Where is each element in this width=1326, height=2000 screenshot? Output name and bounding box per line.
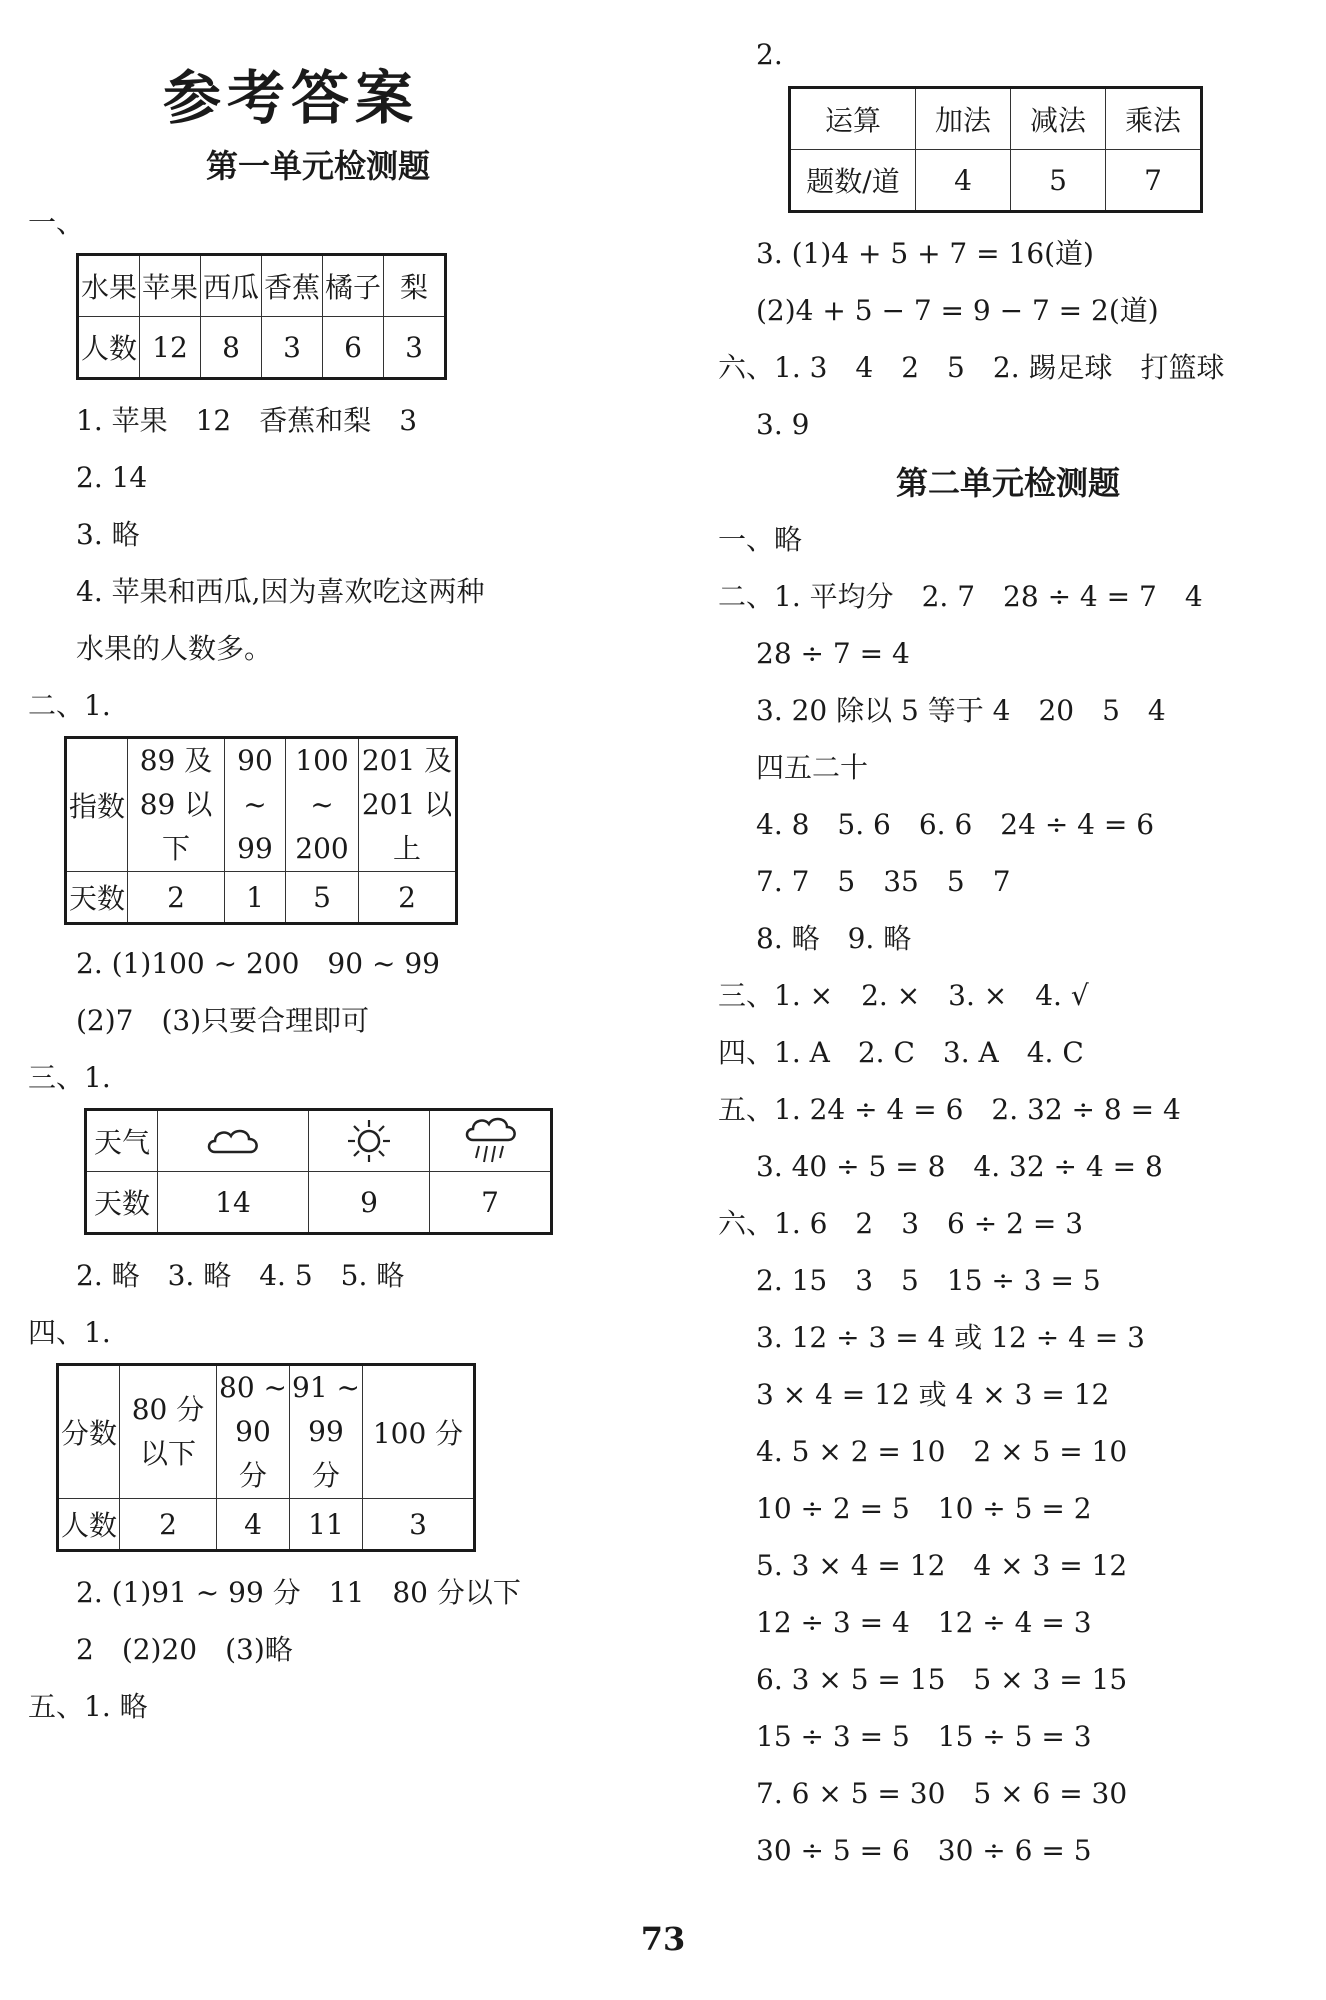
weather-table (84, 1108, 553, 1235)
table-cell: 100 ~ 200 (286, 738, 359, 872)
table-cell: 2 (128, 872, 225, 924)
table-cell: 5 (1011, 150, 1106, 212)
unit2-title: 第二单元检测题 (895, 464, 1120, 502)
answer-line: (2)7 (3)只要合理即可 (76, 1004, 370, 1037)
answer-line: 六、1. 3 4 2 5 2. 踢足球 打篮球 (718, 351, 1225, 384)
answer-line: 15 ÷ 3 = 5 15 ÷ 5 = 3 (756, 1720, 1092, 1753)
table-cell: 香蕉 (262, 255, 323, 317)
table-cell: 7 (1106, 150, 1202, 212)
table-cell: 2 (120, 1499, 217, 1551)
table-cell: 5 (286, 872, 359, 924)
table-cell: 89 及 89 以下 (128, 738, 225, 872)
table-cell: 80 分 以下 (120, 1365, 217, 1499)
table-cell: 1 (225, 872, 286, 924)
left-column (28, 30, 668, 1735)
table-cell: 3 (262, 317, 323, 379)
answer-line: 3. 略 (76, 518, 140, 551)
table-cell: 乘法 (1106, 88, 1202, 150)
answer-line: 10 ÷ 2 = 5 10 ÷ 5 = 2 (756, 1492, 1092, 1525)
table-cell: 分数 (58, 1365, 120, 1499)
operation-table (788, 86, 1203, 213)
score-table (56, 1363, 476, 1552)
answer-line: 3 × 4 = 12 或 4 × 3 = 12 (756, 1378, 1110, 1411)
answer-line: 2. 14 (76, 461, 148, 494)
answer-line: 2. (1)91 ~ 99 分 11 80 分以下 (76, 1576, 521, 1609)
table-cell: 4 (217, 1499, 290, 1551)
table-cell: 人数 (58, 1499, 120, 1551)
table-cell: 减法 (1011, 88, 1106, 150)
answer-line: 水果的人数多。 (76, 632, 273, 665)
section-label: 四、1. (28, 1316, 111, 1349)
rain-icon (430, 1110, 552, 1172)
table-cell: 天数 (86, 1172, 158, 1234)
answer-line: 7. 6 × 5 = 30 5 × 6 = 30 (756, 1777, 1128, 1810)
table-cell: 7 (430, 1172, 552, 1234)
table-cell: 运算 (790, 88, 916, 150)
answer-line: 三、1. × 2. × 3. × 4. √ (718, 979, 1089, 1012)
section-label: 一、 (28, 206, 85, 239)
answer-line: 二、1. 平均分 2. 7 28 ÷ 4 = 7 4 (718, 580, 1203, 613)
table-cell: 12 (140, 317, 201, 379)
answer-line: 6. 3 × 5 = 15 5 × 3 = 15 (756, 1663, 1128, 1696)
answer-line: 2 (2)20 (3)略 (76, 1633, 293, 1666)
cloud-icon (158, 1110, 309, 1172)
unit1-title: 第一单元检测题 (205, 147, 430, 185)
table-cell: 100 分 (363, 1365, 475, 1499)
section-label: 二、1. (28, 689, 111, 722)
answer-line: 五、1. 24 ÷ 4 = 6 2. 32 ÷ 8 = 4 (718, 1093, 1181, 1126)
index-table (64, 736, 458, 925)
answer-line: 7. 7 5 35 5 7 (756, 865, 1011, 898)
table-cell: 加法 (916, 88, 1011, 150)
table-cell: 天气 (86, 1110, 158, 1172)
table-cell: 6 (323, 317, 384, 379)
answer-line: 3. 40 ÷ 5 = 8 4. 32 ÷ 4 = 8 (756, 1150, 1163, 1183)
table-cell: 90 ~ 99 (225, 738, 286, 872)
table-cell: 橘子 (323, 255, 384, 317)
table-cell: 指数 (66, 738, 128, 872)
answer-line: 六、1. 6 2 3 6 ÷ 2 = 3 (718, 1207, 1084, 1240)
table-cell: 9 (309, 1172, 430, 1234)
answer-line: 一、略 (718, 523, 803, 556)
table-cell: 201 及 201 以上 (359, 738, 457, 872)
answer-line: 3. 12 ÷ 3 = 4 或 12 ÷ 4 = 3 (756, 1321, 1145, 1354)
answer-line: (2)4 + 5 − 7 = 9 − 7 = 2(道) (756, 294, 1159, 327)
table-cell: 80 ~ 90 分 (217, 1365, 290, 1499)
answer-line: 2. 略 3. 略 4. 5 5. 略 (76, 1259, 405, 1292)
answer-line: 28 ÷ 7 = 4 (756, 637, 910, 670)
table-cell: 人数 (78, 317, 140, 379)
answer-line: 3. (1)4 + 5 + 7 = 16(道) (756, 237, 1094, 270)
page-title: 参考答案 (163, 64, 420, 132)
question-label: 2. (756, 38, 783, 71)
right-column (718, 30, 1298, 1879)
table-cell: 水果 (78, 255, 140, 317)
answer-line: 2. (1)100 ~ 200 90 ~ 99 (76, 947, 440, 980)
answer-line: 5. 3 × 4 = 12 4 × 3 = 12 (756, 1549, 1128, 1582)
table-cell: 11 (290, 1499, 363, 1551)
table-cell: 梨 (384, 255, 446, 317)
section-label: 五、1. 略 (28, 1690, 148, 1723)
answer-line: 3. 20 除以 5 等于 4 20 5 4 (756, 694, 1166, 727)
table-cell: 14 (158, 1172, 309, 1234)
section-label: 三、1. (28, 1061, 111, 1094)
answer-line: 4. 8 5. 6 6. 6 24 ÷ 4 = 6 (756, 808, 1155, 841)
answer-line: 3. 9 (756, 408, 810, 441)
answer-line: 4. 苹果和西瓜,因为喜欢吃这两种 (76, 575, 485, 608)
table-cell: 4 (916, 150, 1011, 212)
answer-line: 1. 苹果 12 香蕉和梨 3 (76, 404, 418, 437)
table-cell: 3 (384, 317, 446, 379)
sun-icon (309, 1110, 430, 1172)
answer-line: 2. 15 3 5 15 ÷ 3 = 5 (756, 1264, 1101, 1297)
table-cell: 题数/道 (790, 150, 916, 212)
answer-line: 4. 5 × 2 = 10 2 × 5 = 10 (756, 1435, 1128, 1468)
answer-line: 12 ÷ 3 = 4 12 ÷ 4 = 3 (756, 1606, 1092, 1639)
table-cell: 91 ~ 99 分 (290, 1365, 363, 1499)
table-cell: 2 (359, 872, 457, 924)
answer-line: 四、1. A 2. C 3. A 4. C (718, 1036, 1084, 1069)
table-cell: 西瓜 (201, 255, 262, 317)
table-cell: 3 (363, 1499, 475, 1551)
page-number: 73 (640, 1920, 686, 1958)
table-cell: 天数 (66, 872, 128, 924)
answer-line: 8. 略 9. 略 (756, 922, 912, 955)
answer-line: 四五二十 (756, 751, 869, 784)
table-cell: 苹果 (140, 255, 201, 317)
fruit-table (76, 253, 447, 380)
answer-line: 30 ÷ 5 = 6 30 ÷ 6 = 5 (756, 1834, 1092, 1867)
table-cell: 8 (201, 317, 262, 379)
